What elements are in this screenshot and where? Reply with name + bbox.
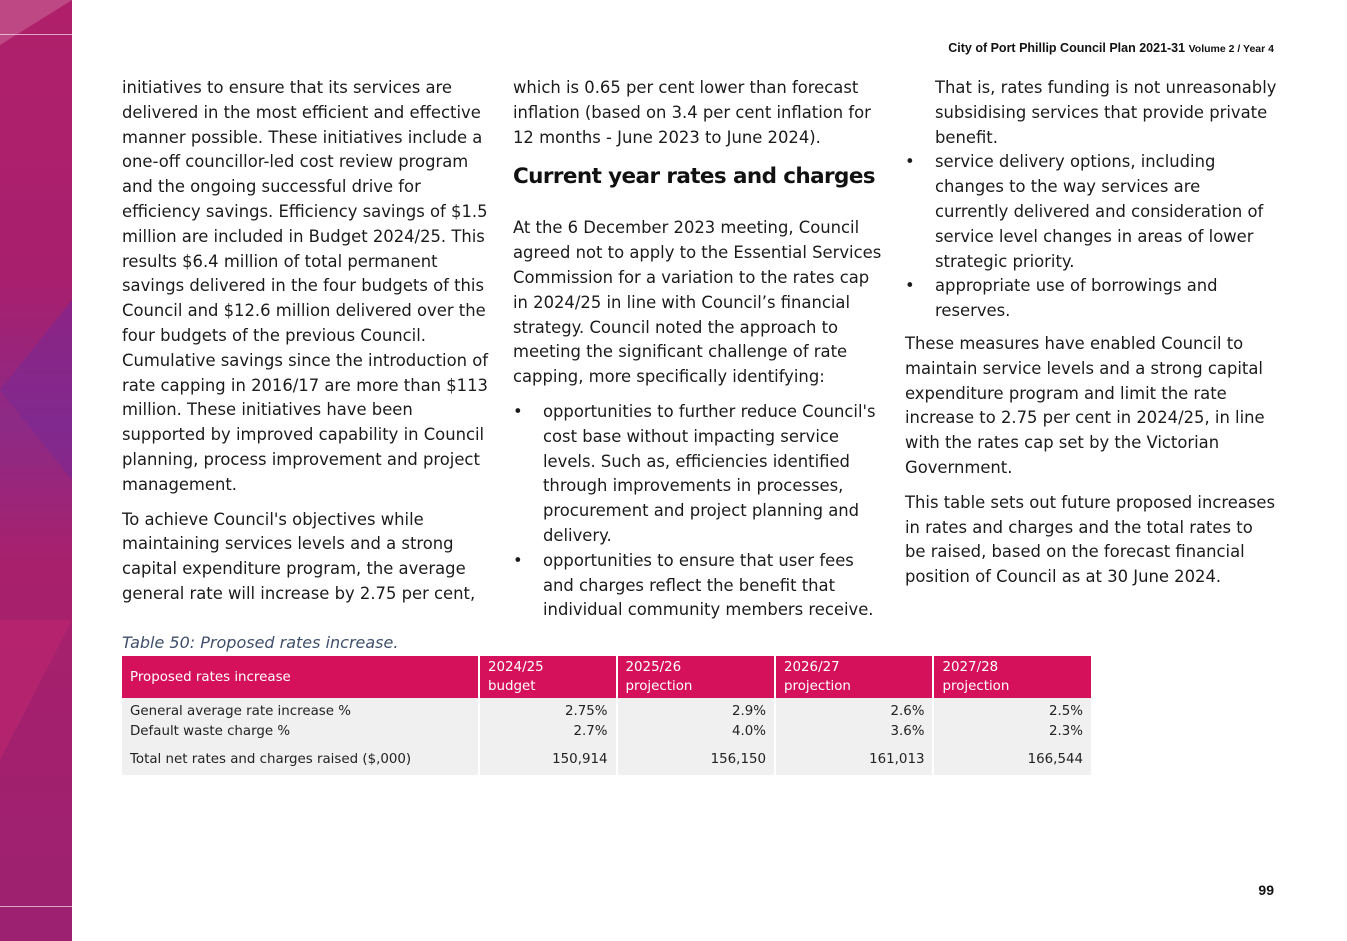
table-caption: Table 50: Proposed rates increase. xyxy=(122,633,399,652)
list-item: • appropriate use of borrowings and reserves. xyxy=(905,274,1277,324)
column-2 xyxy=(513,76,885,631)
paragraph: initiatives to ensure that its services are delivered in the most efficient and effective manner possible. These initiatives include a one-off councillor-led cost review program and the ongoing successful drive for efficiency savings. Efficiency savings of $1.5 million are included in Budget 2024/25. This results $6.4 million of total permanent savings delivered in the four budgets of this Council and $12.6 million delivered over the four budgets of the previous Council. Cumulative savings since the introduction of rate capping in 2016/17 are more than $113 million. These initiatives have been supported by improved capability in Council planning, process improvement and project management. xyxy=(122,78,489,494)
list-item: • opportunities to further reduce Council's cost base without impacting service levels. Such as, efficiencies identified through improvements in processes, procurement and project planning and delivery. xyxy=(513,400,885,549)
table-cell: 161,013 xyxy=(775,741,933,775)
paragraph: These measures have enabled Council to maintain service levels and a strong capital expenditure program and limit the rate increase to 2.75 per cent in 2024/25, in line with the rates cap set by the Victorian Government. xyxy=(905,333,1265,477)
paragraph: which is 0.65 per cent lower than forecast inflation (based on 3.4 per cent inflation for 12 months - June 2023 to June 2024). xyxy=(513,78,871,147)
column-header: 2026/27 projection xyxy=(775,656,933,698)
row-label: Default waste charge % xyxy=(122,721,479,741)
section-heading: Current year rates and charges xyxy=(513,164,876,190)
header-volume: Volume 2 / Year 4 xyxy=(1188,43,1274,55)
table-cell: 2.5% xyxy=(933,698,1092,721)
table-cell: 2.7% xyxy=(479,721,617,741)
table-cell: 3.6% xyxy=(775,721,933,741)
table-cell: 156,150 xyxy=(617,741,775,775)
table-cell: 2.6% xyxy=(775,698,933,721)
decorative-sidebar xyxy=(0,0,72,941)
paragraph: That is, rates funding is not unreasonably subsidising services that provide private benefit. xyxy=(935,78,1277,147)
paragraph: This table sets out future proposed increases in rates and charges and the total rates to be raised, based on the forecast financial position of Council as at 30 June 2024. xyxy=(905,492,1276,587)
row-label: Total net rates and charges raised ($,000) xyxy=(122,741,479,775)
table-row xyxy=(122,741,1092,775)
table-cell: 150,914 xyxy=(479,741,617,775)
list-item: • service delivery options, including changes to the way services are currently delivered and consideration of service level changes in areas of lower strategic priority. xyxy=(905,150,1277,274)
table-cell: 2.3% xyxy=(933,721,1092,741)
paragraph: At the 6 December 2023 meeting, Council agreed not to apply to the Essential Services Commission for a variation to the rates cap in 2024/25 in line with Council’s financial strategy. Council noted the approach to meeting the significant challenge of rate capping, more specifically identifying: xyxy=(513,218,882,387)
column-header: 2027/28 projection xyxy=(933,656,1092,698)
table-cell: 166,544 xyxy=(933,741,1092,775)
list-item: • opportunities to ensure that user fees and charges reflect the benefit that individual community members receive. xyxy=(513,549,885,623)
page-number: 99 xyxy=(1258,882,1274,898)
column-3 xyxy=(905,76,1277,600)
header-title: City of Port Phillip Council Plan 2021-31 xyxy=(948,41,1186,55)
bullet-list xyxy=(513,400,885,623)
column-1 xyxy=(122,76,494,617)
paragraph: To achieve Council's objectives while maintaining services levels and a strong capital expenditure program, the average general rate will increase by 2.75 per cent, xyxy=(122,509,476,603)
document-header xyxy=(948,41,1274,55)
column-header: 2025/26 projection xyxy=(617,656,775,698)
table-row xyxy=(122,721,1092,741)
row-label: General average rate increase % xyxy=(122,698,479,721)
bullet-list xyxy=(905,150,1277,324)
table-cell: 4.0% xyxy=(617,721,775,741)
column-header: 2024/25 budget xyxy=(479,656,617,698)
table-row xyxy=(122,698,1092,721)
column-header: Proposed rates increase xyxy=(122,656,479,698)
rates-table xyxy=(122,656,1093,775)
table-cell: 2.9% xyxy=(617,698,775,721)
table-cell: 2.75% xyxy=(479,698,617,721)
table-header-row xyxy=(122,656,1092,698)
